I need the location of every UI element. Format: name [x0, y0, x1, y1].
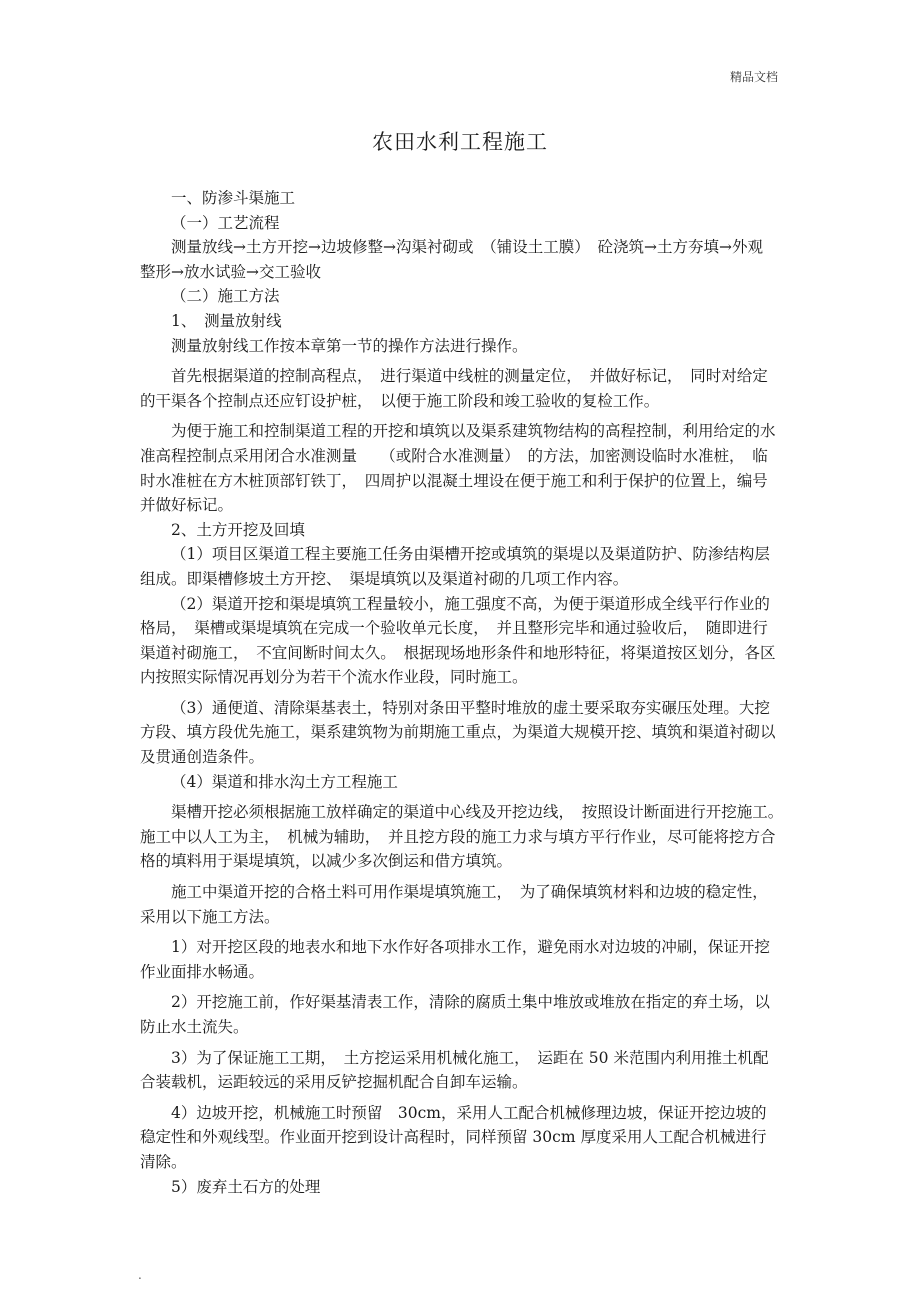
list-item-5: 5）废弃土石方的处理 — [171, 1177, 321, 1196]
paragraph-survey-3: 为便于施工和控制渠道工程的开挖和填筑以及渠系建筑物结构的高程控制，利用给定的水准高程控制点采用闭合水准测量 （或附合水准测量） 的方法，加密测设临时水准桩， 临时水准桩在方木桩顶部钉铁丁， 四周护以混凝土埋设在便于施工和利于保护的位置上，编号并做好标记。 — [140, 422, 776, 515]
section-heading-1: 一、防渗斗渠施工 — [171, 189, 296, 207]
header-tag: 精品文档 — [729, 70, 778, 84]
item-heading-earthwork: 2、土方开挖及回填 — [171, 520, 305, 539]
document-body — [140, 186, 792, 1199]
paragraph-excavation: 渠槽开挖必须根据施工放样确定的渠道中心线及开挖边线， 按照设计断面进行开挖施工。 施工中以人工为主， 机械为辅助， 并且挖方段的施工力求与填方平行作业，尽可能将挖方合格的填料用于渠堤填筑，以减少多次倒运和借方填筑。 — [140, 803, 792, 871]
page-title: 农田水利工程施工 — [372, 130, 548, 154]
list-item-3: 3）为了保证施工工期， 土方挖运采用机械化施工， 运距在 50 米范围内利用推土机配合装载机，运距较远的采用反铲挖掘机配合自卸车运输。 — [140, 1048, 769, 1092]
paragraph-earthwork-3: （3）通便道、清除渠基表土，特别对条田平整时堆放的虚土要采取夯实碾压处理。大挖方段、填方段优先施工，渠系建筑物为前期施工重点，为渠道大规模开挖、填筑和渠道衬砌以及贯通创造条件。 — [140, 698, 776, 767]
paragraph-survey-2: 首先根据渠道的控制高程点， 进行渠道中线桩的测量定位， 并做好标记， 同时对给定的干渠各个控制点还应钉设护桩， 以便于施工阶段和竣工验收的复检工作。 — [140, 367, 768, 410]
subsection-heading-method: （二）施工方法 — [171, 287, 280, 306]
paragraph-earthwork-2: （2）渠道开挖和渠堤填筑工程量较小，施工强度不高，为便于渠道形成全线平行作业的格局， 渠槽或渠堤填筑在完成一个验收单元长度， 并且整形完毕和通过验收后， 随即进行渠道衬砌施工， 不宜间断时间太久。 根据现场地形条件和地形特征，将渠道按区划分，各区内按照实际情况再划分为若干个流水作业段，同时施工。 — [140, 594, 776, 687]
paragraph-earthwork-1: （1）项目区渠道工程主要施工任务由渠槽开挖或填筑的渠堤以及渠道防护、防渗结构层组成。即渠槽修坡土方开挖、 渠堤填筑以及渠道衬砌的几项工作内容。 — [140, 545, 770, 588]
paragraph-survey-1: 测量放射线工作按本章第一节的操作方法进行操作。 — [171, 336, 528, 355]
subsection-heading-process: （一）工艺流程 — [171, 213, 280, 232]
paragraph-process-flow: 测量放线→土方开挖→边坡修整→沟渠衬砌或 （铺设土工膜） 砼浇筑→土方夯填→外观整形→放水试验→交工验收 — [140, 238, 763, 281]
paragraph-earthwork-4-heading: （4）渠道和排水沟土方工程施工 — [171, 772, 398, 791]
list-item-4: 4）边坡开挖，机械施工时预留 30cm，采用人工配合机械修理边坡，保证开挖边坡的稳定性和外观线型。作业面开挖到设计高程时，同样预留 30cm 厚度采用人工配合机械进行清除。 — [140, 1103, 767, 1171]
paragraph-fill-method: 施工中渠道开挖的合格土料可用作渠堤填筑施工， 为了确保填筑材料和边坡的稳定性，采用以下施工方法。 — [140, 883, 768, 926]
item-heading-survey: 1、 测量放射线 — [171, 311, 282, 330]
footer-mark: . — [138, 1268, 142, 1282]
list-item-1: 1）对开挖区段的地表水和地下水作好各项排水工作，避免雨水对边坡的冲刷，保证开挖作业面排水畅通。 — [140, 938, 770, 981]
list-item-2: 2）开挖施工前，作好渠基清表工作，清除的腐质土集中堆放或堆放在指定的弃土场，以防止水土流失。 — [140, 993, 770, 1036]
